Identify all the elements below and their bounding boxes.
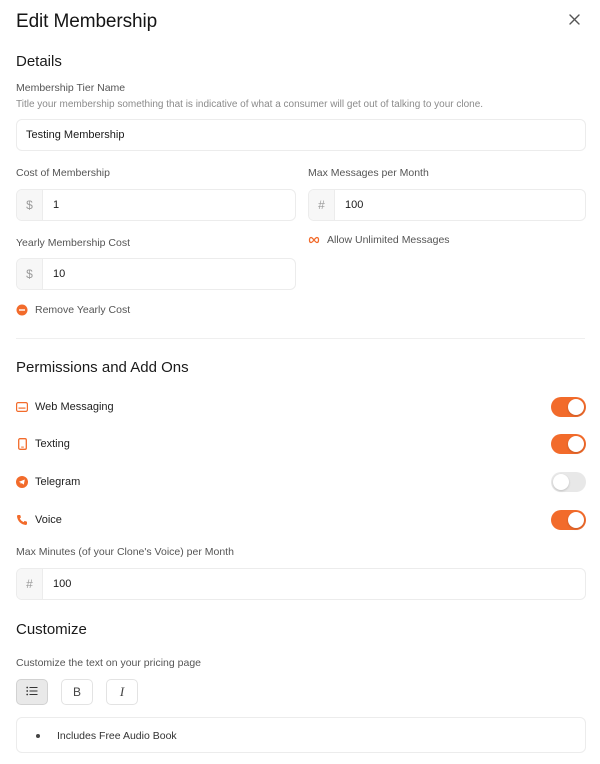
permission-label: Voice [35,514,62,526]
dollar-icon: $ [17,190,43,220]
voice-toggle[interactable] [551,510,586,530]
texting-toggle[interactable] [551,434,586,454]
tier-name-hint: Title your membership something that is indicative of what a consumer will get out of talking to your clone. [16,99,484,110]
minus-circle-icon [16,304,28,316]
close-icon[interactable] [566,11,583,28]
max-messages-input[interactable] [308,189,586,221]
permission-telegram [16,471,586,493]
max-minutes-label: Max Minutes (of your Clone's Voice) per Month [16,546,234,558]
italic-icon: I [119,684,125,699]
telegram-toggle[interactable] [551,472,586,492]
cost-label: Cost of Membership [16,167,110,179]
phone-call-icon [16,514,28,526]
hash-icon: # [17,569,43,599]
permission-label: Texting [35,438,70,450]
max-messages-label: Max Messages per Month [308,167,429,179]
yearly-cost-label: Yearly Membership Cost [16,237,130,249]
infinity-icon [308,234,320,246]
browser-icon [16,401,28,413]
allow-unlimited-link[interactable] [308,234,450,246]
max-minutes-value: 100 [53,578,72,590]
dollar-icon: $ [17,259,43,289]
permission-label: Web Messaging [35,401,114,413]
tier-name-label: Membership Tier Name [16,82,126,94]
customize-heading: Customize [16,621,87,638]
permission-texting [16,433,586,455]
permission-web-messaging [16,396,586,418]
toggle-knob [568,512,584,528]
details-heading: Details [16,53,62,70]
permission-voice [16,509,586,531]
hash-icon: # [309,190,335,220]
cost-input[interactable] [16,189,296,221]
tier-name-value: Testing Membership [26,129,125,141]
max-minutes-input[interactable] [16,568,586,600]
tier-name-input[interactable] [16,119,586,151]
bold-icon: B [72,685,81,699]
yearly-cost-input[interactable] [16,258,296,290]
max-messages-value: 100 [345,199,364,211]
page-title: Edit Membership [16,11,158,32]
pricing-text-editor[interactable] [16,717,586,753]
telegram-icon [16,476,28,488]
toggle-knob [553,474,569,490]
remove-yearly-label: Remove Yearly Cost [35,304,131,316]
list-item: Includes Free Audio Book [57,730,177,742]
toggle-knob [568,436,584,452]
yearly-cost-value: 10 [53,268,66,280]
cost-value: 1 [53,199,60,211]
bullet-list-button[interactable] [16,679,48,705]
phone-device-icon [16,438,28,450]
bullet-dot [36,734,40,738]
italic-button[interactable] [106,679,138,705]
section-divider [16,338,585,339]
permission-label: Telegram [35,476,81,488]
toggle-knob [568,399,584,415]
customize-hint: Customize the text on your pricing page [16,657,202,669]
allow-unlimited-label: Allow Unlimited Messages [327,234,450,246]
bullet-list-icon [26,683,38,701]
permissions-heading: Permissions and Add Ons [16,359,189,376]
bold-button[interactable] [61,679,93,705]
remove-yearly-link[interactable] [16,304,130,316]
web-messaging-toggle[interactable] [551,397,586,417]
